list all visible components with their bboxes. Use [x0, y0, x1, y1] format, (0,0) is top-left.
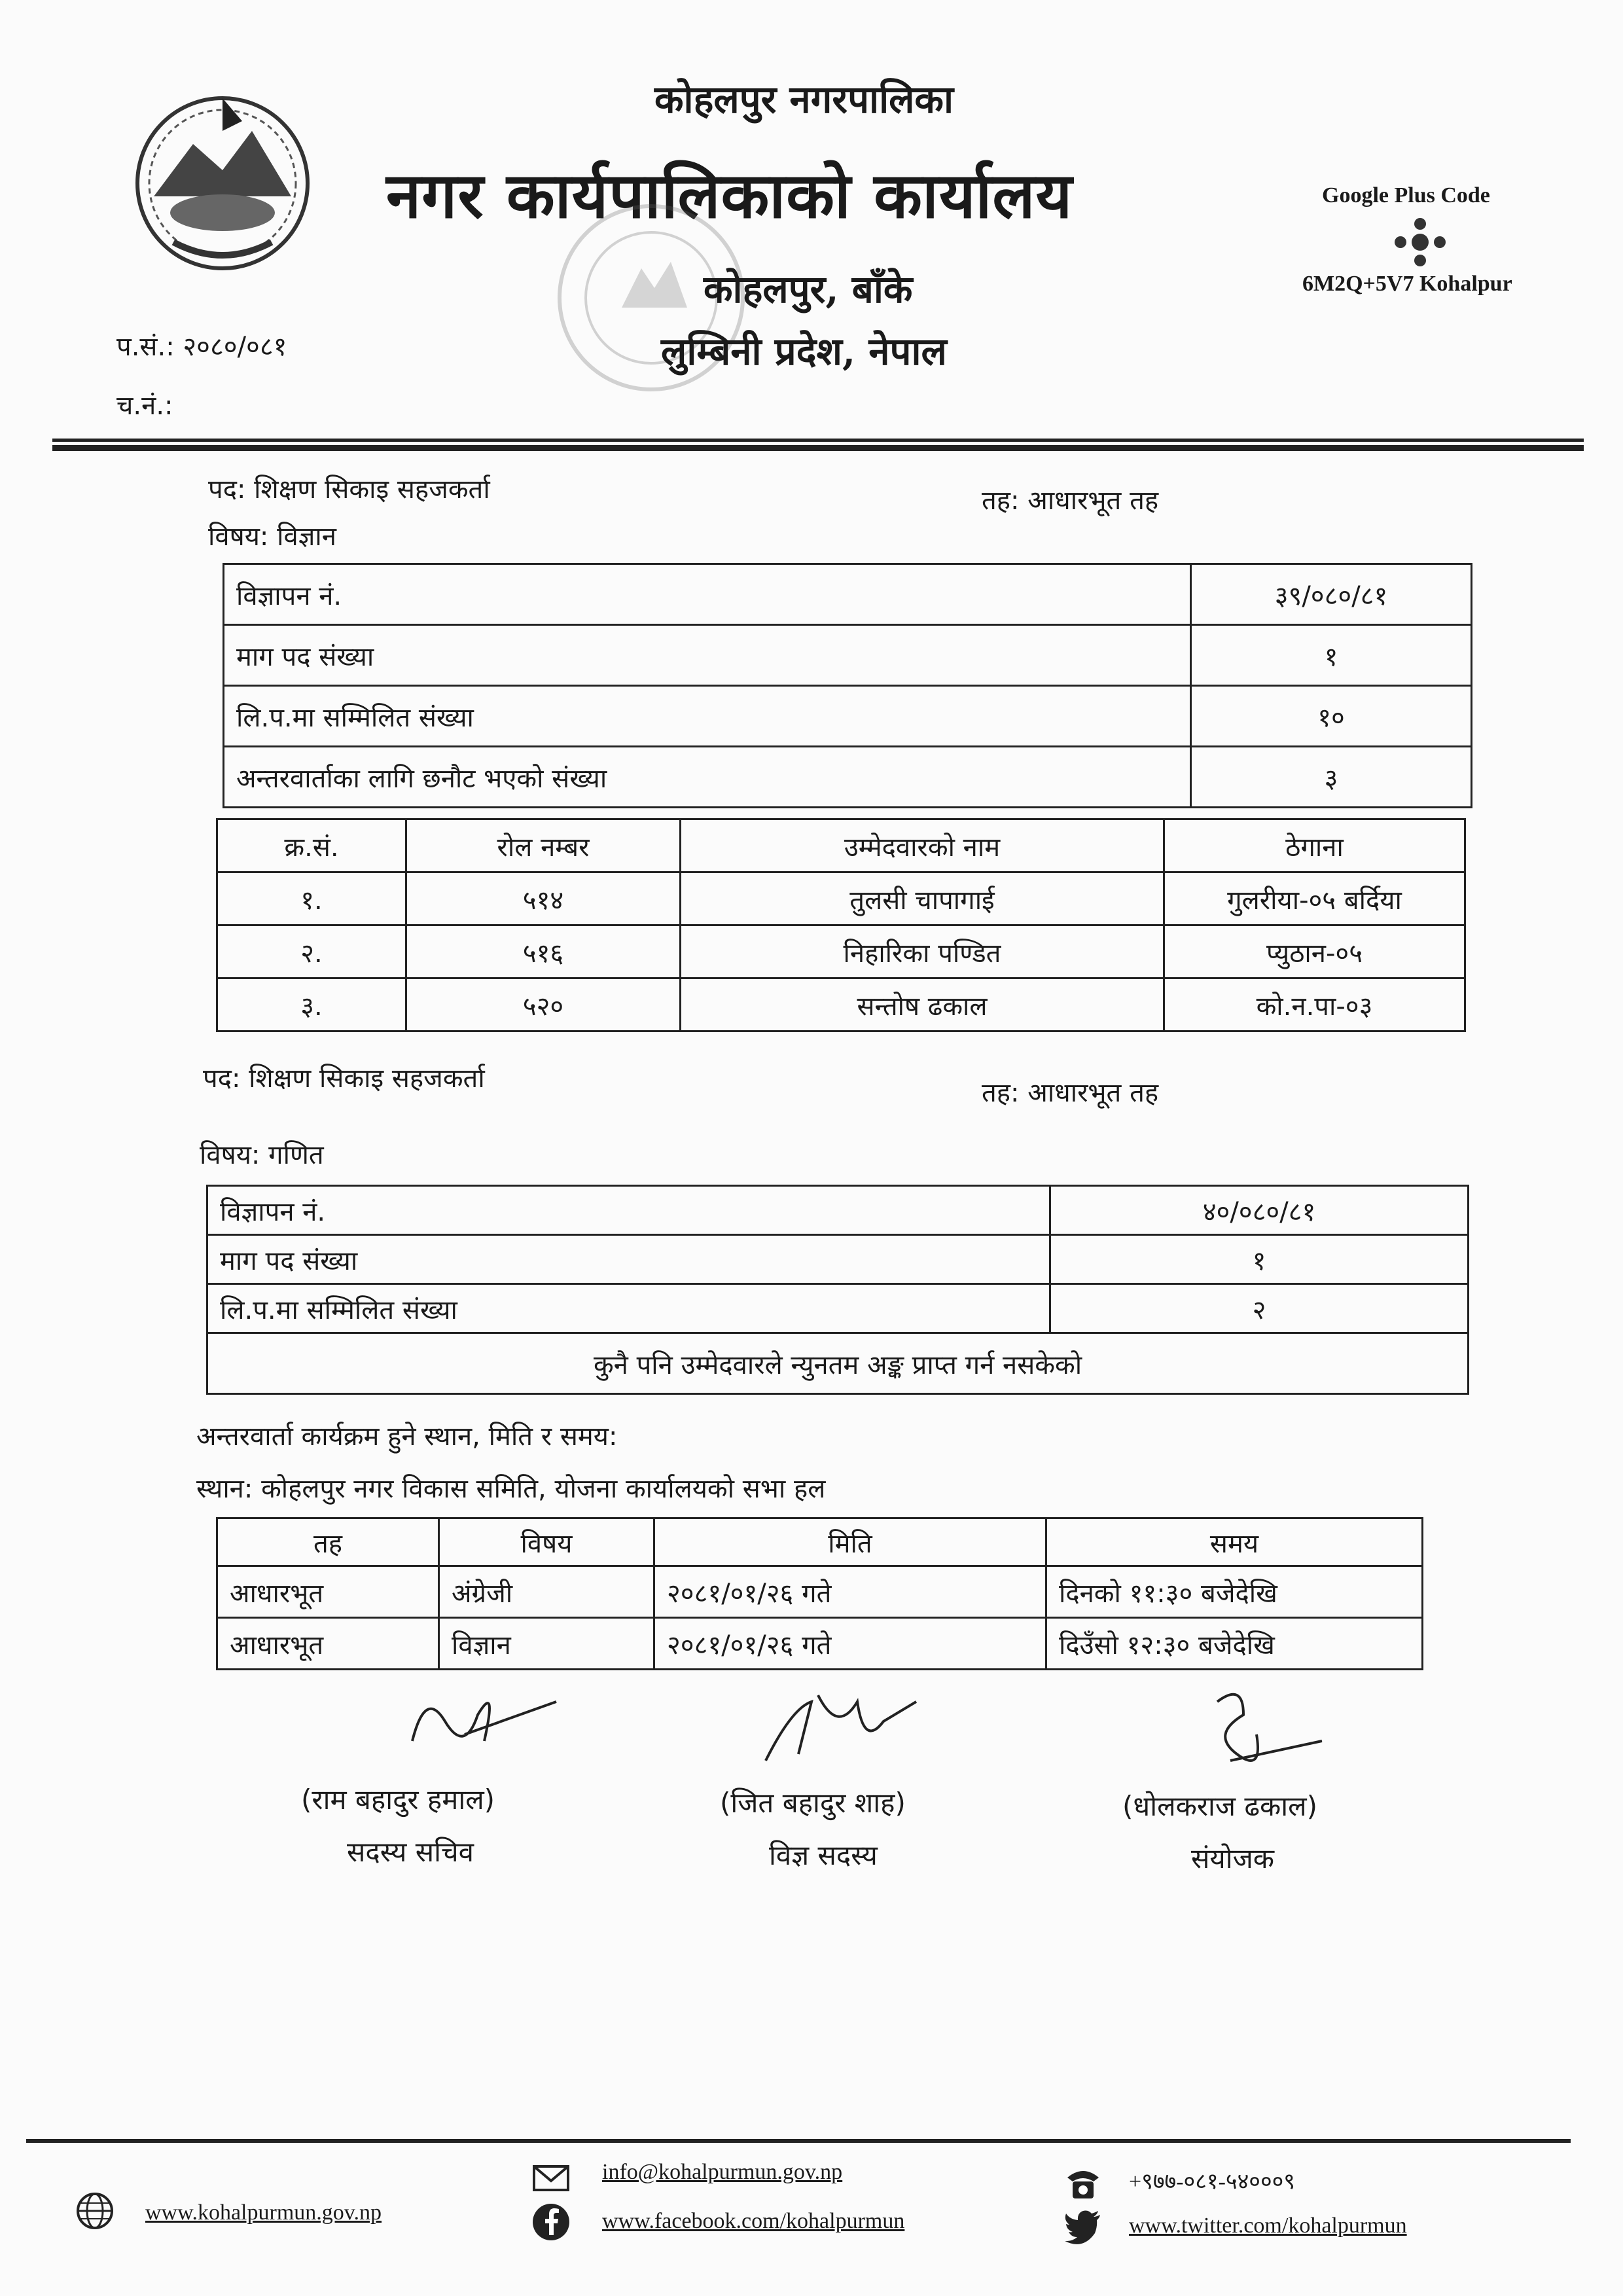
summary-value: २ [1050, 1284, 1469, 1333]
address-cell: गुलरीया-०५ बर्दिया [1164, 872, 1465, 925]
time-cell: दिउँसो १२:३० बजेदेखि [1046, 1618, 1423, 1670]
office-title: नगर कार्यपालिकाको कार्यालय [386, 158, 1073, 232]
globe-icon [75, 2191, 115, 2231]
reference-number: प.सं.: २०८०/०८१ [116, 332, 287, 362]
table-row [207, 1333, 1469, 1394]
footer-divider [26, 2139, 1571, 2143]
section1-post: पद: शिक्षण सिकाइ सहजकर्ता [208, 475, 490, 505]
municipality-name: कोहलपुर नगरपालिका [654, 77, 954, 122]
column-header: तह [217, 1518, 439, 1566]
candidates-table [216, 818, 1466, 1032]
table-row [217, 1566, 1423, 1618]
section1-subject: विषय: विज्ञान [208, 522, 336, 552]
google-plus-code-label: Google Plus Code [1322, 183, 1490, 207]
interview-heading: अन्तरवार्ता कार्यक्रम हुने स्थान, मिति र समय: [196, 1422, 618, 1452]
summary-value: १ [1191, 625, 1472, 686]
column-header: क्र.सं. [217, 819, 406, 872]
section2-summary-table [206, 1185, 1469, 1395]
table-header-row [217, 1518, 1423, 1566]
summary-value: ३ [1191, 747, 1472, 808]
summary-label: लि.प.मा सम्मिलित संख्या [224, 686, 1191, 747]
roll-cell: ५१४ [406, 872, 681, 925]
office-place: कोहलपुर, बाँके [704, 267, 913, 312]
summary-label: लि.प.मा सम्मिलित संख्या [207, 1284, 1050, 1333]
section1-summary-table [223, 563, 1472, 808]
phone-number: +९७७-०८१-५४०००९ [1129, 2170, 1295, 2194]
table-row [224, 564, 1472, 625]
serial-cell: ३. [217, 978, 406, 1031]
section1-level: तह: आधारभूत तह [982, 486, 1159, 516]
column-header: मिति [654, 1518, 1046, 1566]
mail-icon [531, 2159, 571, 2198]
level-cell: आधारभूत [217, 1566, 439, 1618]
twitter-icon [1063, 2207, 1103, 2246]
time-cell: दिनको ११:३० बजेदेखि [1046, 1566, 1423, 1618]
table-row [207, 1235, 1469, 1284]
summary-value: १ [1050, 1235, 1469, 1284]
signature-coordinator [1171, 1682, 1355, 1774]
date-cell: २०८१/०१/२६ गते [654, 1618, 1046, 1670]
summary-label: विज्ञापन नं. [207, 1186, 1050, 1235]
phone-icon [1063, 2163, 1103, 2202]
table-row [207, 1284, 1469, 1333]
roll-cell: ५१६ [406, 925, 681, 978]
header-divider-thick [52, 445, 1584, 451]
plus-code-icon [1384, 216, 1456, 268]
facebook-icon [531, 2202, 571, 2242]
name-cell: निहारिका पण्डित [681, 925, 1164, 978]
signatory-name: (राम बहादुर हमाल) [301, 1784, 495, 1816]
table-row [224, 747, 1472, 808]
section2-level: तह: आधारभूत तह [982, 1078, 1159, 1108]
name-cell: तुलसी चापागाई [681, 872, 1164, 925]
table-row [217, 925, 1465, 978]
email-link[interactable]: info@kohalpurmun.gov.np [602, 2160, 843, 2184]
serial-cell: १. [217, 872, 406, 925]
signatory-role: संयोजक [1191, 1842, 1275, 1874]
signature-expert-member [753, 1682, 936, 1774]
signatory-role: विज्ञ सदस्य [769, 1839, 878, 1871]
table-row [217, 978, 1465, 1031]
serial-cell: २. [217, 925, 406, 978]
table-row [207, 1186, 1469, 1235]
section2-subject: विषय: गणित [200, 1140, 324, 1170]
column-header: ठेगाना [1164, 819, 1465, 872]
header-divider [52, 439, 1584, 442]
subject-cell: अंग्रेजी [439, 1566, 654, 1618]
table-row [224, 686, 1472, 747]
summary-label: माग पद संख्या [207, 1235, 1050, 1284]
column-header: समय [1046, 1518, 1423, 1566]
google-plus-code: 6M2Q+5V7 Kohalpur [1302, 272, 1512, 296]
summary-label: विज्ञापन नं. [224, 564, 1191, 625]
level-cell: आधारभूत [217, 1618, 439, 1670]
name-cell: सन्तोष ढकाल [681, 978, 1164, 1031]
table-header-row [217, 819, 1465, 872]
dispatch-number: च.नं.: [116, 391, 173, 421]
signatory-role: सदस्य सचिव [347, 1836, 474, 1868]
office-province: लुम्बिनी प्रदेश, नेपाल [661, 329, 947, 374]
table-row [217, 872, 1465, 925]
date-cell: २०८१/०१/२६ गते [654, 1566, 1046, 1618]
column-header: रोल नम्बर [406, 819, 681, 872]
no-candidate-note: कुनै पनि उम्मेदवारले न्युनतम अङ्क प्राप्त गर्न नसकेको [207, 1333, 1469, 1394]
signatory-name: (जित बहादुर शाह) [720, 1787, 906, 1819]
interview-schedule-table [216, 1517, 1423, 1670]
website-link[interactable]: www.kohalpurmun.gov.np [145, 2200, 382, 2225]
section2-post: पद: शिक्षण सिकाइ सहजकर्ता [203, 1064, 485, 1094]
signatory-name: (धोलकराज ढकाल) [1122, 1790, 1318, 1822]
address-cell: को.न.पा-०३ [1164, 978, 1465, 1031]
signature-member-secretary [386, 1676, 569, 1767]
nepal-emblem-logo [115, 85, 330, 281]
summary-value: १० [1191, 686, 1472, 747]
column-header: उम्मेदवारको नाम [681, 819, 1164, 872]
twitter-link[interactable]: www.twitter.com/kohalpurmun [1129, 2214, 1407, 2238]
subject-cell: विज्ञान [439, 1618, 654, 1670]
table-row [224, 625, 1472, 686]
summary-label: माग पद संख्या [224, 625, 1191, 686]
address-cell: प्युठान-०५ [1164, 925, 1465, 978]
summary-value: ४०/०८०/८१ [1050, 1186, 1469, 1235]
summary-value: ३९/०८०/८१ [1191, 564, 1472, 625]
roll-cell: ५२० [406, 978, 681, 1031]
summary-label: अन्तरवार्ताका लागि छनौट भएको संख्या [224, 747, 1191, 808]
table-row [217, 1618, 1423, 1670]
interview-venue: स्थान: कोहलपुर नगर विकास समिति, योजना कार्यालयको सभा हल [196, 1474, 826, 1504]
facebook-link[interactable]: www.facebook.com/kohalpurmun [602, 2209, 905, 2233]
column-header: विषय [439, 1518, 654, 1566]
